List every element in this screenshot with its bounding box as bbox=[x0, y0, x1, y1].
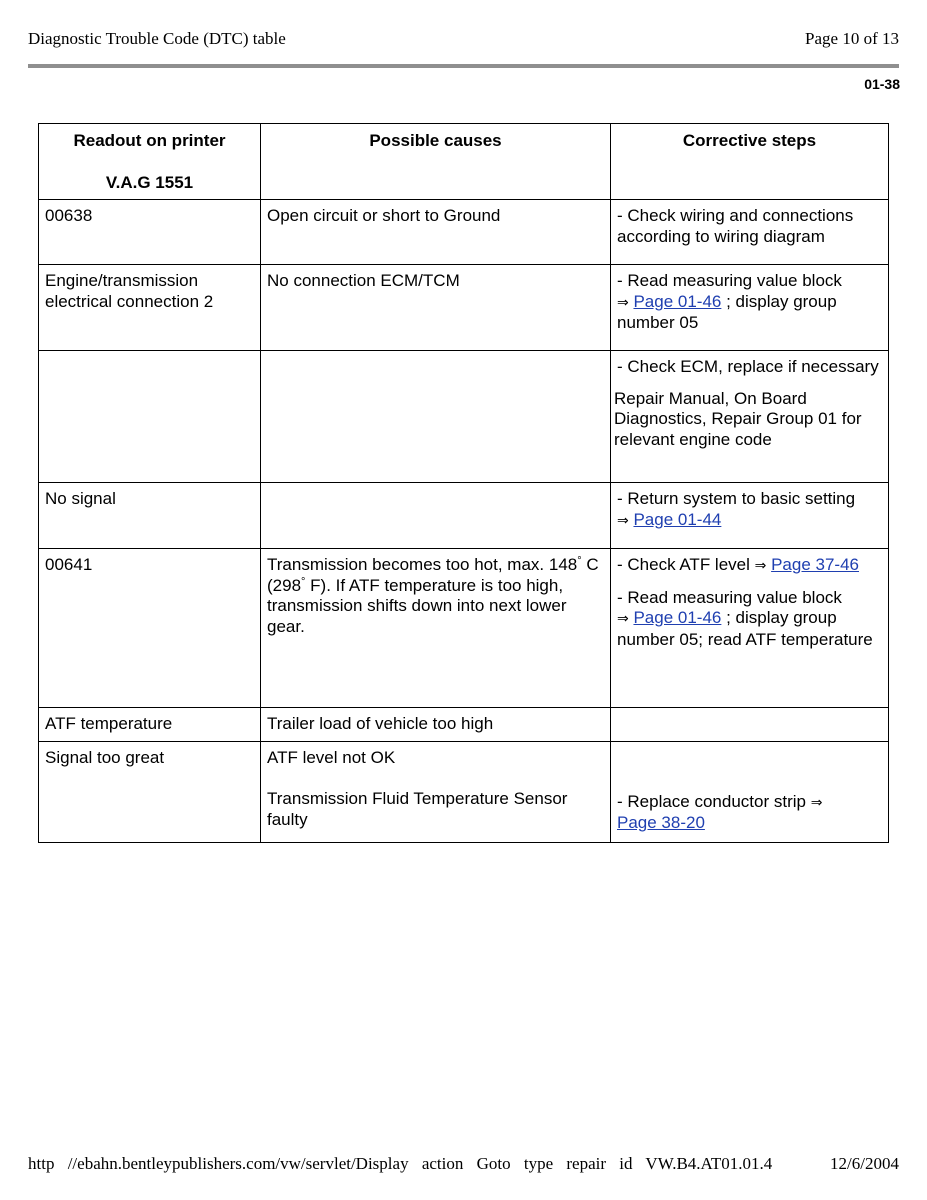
column-header-readout-device: V.A.G 1551 bbox=[105, 172, 194, 192]
page-link-38-20[interactable]: Page 38-20 bbox=[617, 813, 705, 832]
step-text: - Read measuring value block bbox=[617, 271, 842, 290]
degree-symbol: ° bbox=[301, 575, 306, 588]
readout-cell: 00641 bbox=[39, 549, 261, 708]
steps-cell bbox=[611, 483, 889, 549]
corrective-step bbox=[617, 588, 882, 651]
corrective-step: - Check ECM, replace if necessary bbox=[617, 357, 879, 376]
step-text: - Return system to basic setting bbox=[617, 489, 856, 508]
step-text-suffix: ; display group number 05 bbox=[617, 291, 837, 332]
arrow-right-icon: ⇒ bbox=[617, 611, 629, 627]
steps-cell bbox=[611, 549, 889, 708]
dtc-table bbox=[38, 123, 889, 843]
table-row bbox=[39, 741, 889, 842]
steps-cell bbox=[611, 351, 889, 483]
causes-cell: Open circuit or short to Ground bbox=[261, 200, 611, 265]
table-row bbox=[39, 708, 889, 742]
readout-cell: No signal bbox=[39, 483, 261, 549]
causes-text: Transmission becomes too hot, max. 148 bbox=[267, 555, 578, 574]
step-text: - Check ATF level bbox=[617, 555, 750, 574]
readout-cell: ATF temperature bbox=[39, 708, 261, 742]
causes-cell bbox=[261, 741, 611, 842]
corrective-step bbox=[617, 555, 882, 577]
column-header-readout-label: Readout on printer bbox=[73, 131, 226, 150]
readout-cell bbox=[39, 351, 261, 483]
corrective-step bbox=[617, 489, 882, 531]
repair-manual-note: Repair Manual, On Board Diagnostics, Repair Group 01 for relevant engine code bbox=[614, 388, 862, 449]
readout-cell: 00638 bbox=[39, 200, 261, 265]
causes-text: Transmission Fluid Temperature Sensor faulty bbox=[267, 789, 568, 829]
causes-text: C (298 bbox=[267, 555, 599, 595]
step-text: - Replace conductor strip bbox=[617, 791, 806, 811]
causes-cell bbox=[261, 549, 611, 708]
step-text: - Read measuring value block bbox=[617, 587, 842, 607]
section-code: 01-38 bbox=[864, 76, 900, 92]
causes-text: ATF level not OK bbox=[267, 747, 396, 767]
arrow-right-icon: ⇒ bbox=[617, 512, 629, 529]
column-header-readout bbox=[39, 124, 261, 200]
footer-date: 12/6/2004 bbox=[830, 1154, 899, 1173]
arrow-right-icon: ⇒ bbox=[810, 794, 823, 811]
steps-cell bbox=[611, 741, 889, 842]
arrow-right-icon: ⇒ bbox=[754, 558, 767, 574]
header-divider bbox=[28, 64, 899, 68]
steps-cell bbox=[611, 708, 889, 742]
corrective-step: - Check wiring and connections according to wiring diagram bbox=[617, 206, 854, 246]
steps-cell bbox=[611, 265, 889, 351]
table-header-row bbox=[39, 124, 889, 200]
document-title: Diagnostic Trouble Code (DTC) table bbox=[28, 29, 286, 48]
causes-text: F). If ATF temperature is too high, transmission shifts down into next lower gear. bbox=[267, 575, 567, 636]
page-number: Page 10 of 13 bbox=[805, 29, 899, 48]
column-header-causes: Possible causes bbox=[261, 124, 611, 200]
table-row bbox=[39, 549, 889, 708]
readout-cell: Engine/transmission electrical connection 2 bbox=[39, 265, 261, 351]
causes-cell: Trailer load of vehicle too high bbox=[261, 708, 611, 742]
causes-cell: No connection ECM/TCM bbox=[261, 265, 611, 351]
step-text-suffix: ; display group number 05; read ATF temperature bbox=[617, 608, 873, 649]
steps-cell bbox=[611, 200, 889, 265]
table-row bbox=[39, 200, 889, 265]
table-row bbox=[39, 351, 889, 483]
readout-cell: Signal too great bbox=[39, 741, 261, 842]
footer-url: http //ebahn.bentleypublishers.com/vw/servlet/Display action Goto type repair id VW.B4.AT01.01.4 bbox=[28, 1154, 773, 1173]
table-row bbox=[39, 265, 889, 351]
page-link-01-46[interactable]: Page 01-46 bbox=[633, 608, 722, 627]
degree-symbol: ° bbox=[577, 555, 582, 567]
table-row bbox=[39, 483, 889, 549]
page-link-01-46[interactable]: Page 01-46 bbox=[633, 291, 722, 311]
page-link-01-44[interactable]: Page 01-44 bbox=[633, 509, 722, 529]
causes-cell bbox=[261, 351, 611, 483]
causes-cell bbox=[261, 483, 611, 549]
arrow-right-icon: ⇒ bbox=[617, 294, 629, 311]
corrective-step bbox=[617, 792, 882, 834]
page-link-37-46[interactable]: Page 37-46 bbox=[771, 555, 859, 574]
column-header-steps: Corrective steps bbox=[611, 124, 889, 200]
corrective-step bbox=[617, 271, 882, 334]
